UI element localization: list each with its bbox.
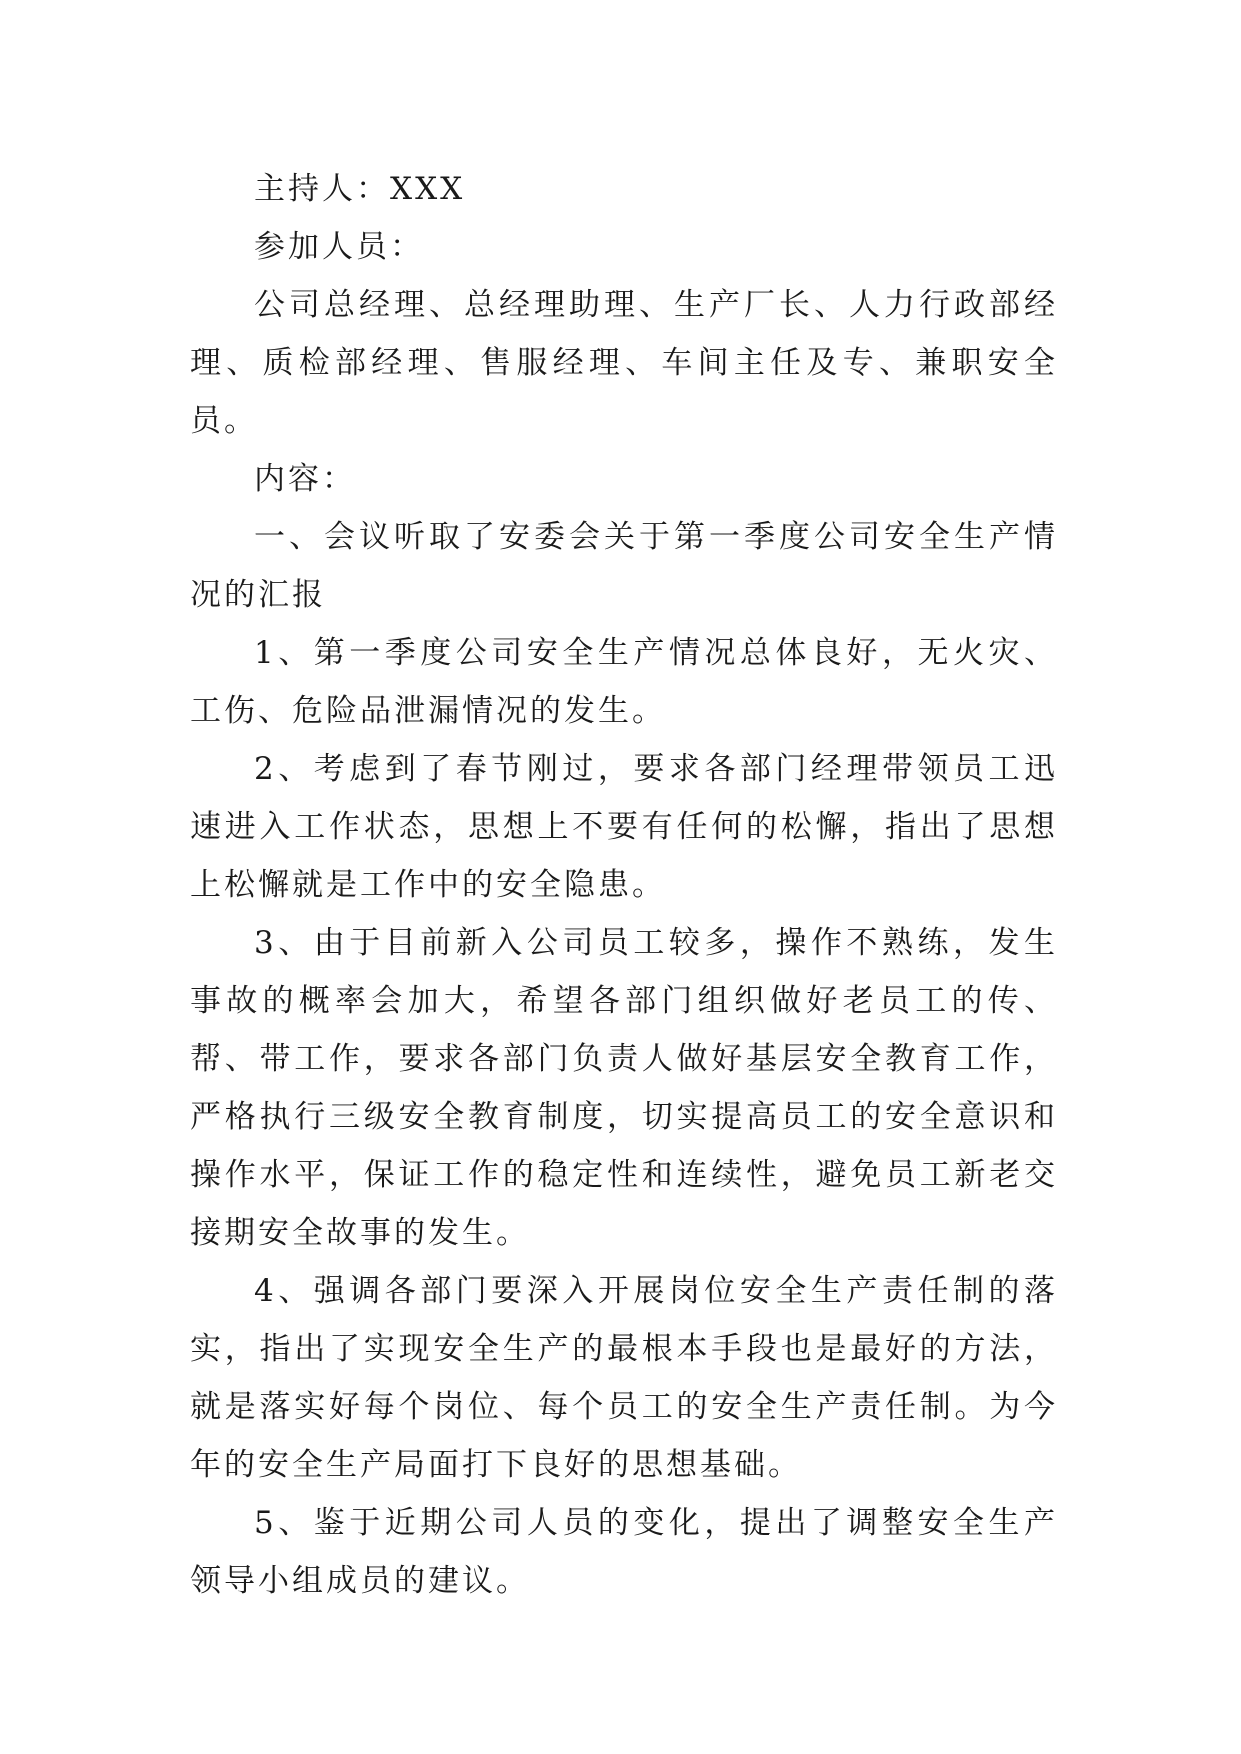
content-label: 内容： <box>254 461 356 497</box>
section-heading: 一、会议听取了安委会关于第一季度公司安全生产情况的汇报 <box>190 519 1058 613</box>
item-paragraph-4: 4、强调各部门要深入开展岗位安全生产责任制的落实，指出了实现安全生产的最根本手段也是最好的方法，就是落实好每个岗位、每个员工的安全生产责任制。为今年的安全生产局面打下良好的思想基础。 <box>190 1273 1058 1483</box>
host-line: 主持人：XXX <box>254 171 466 207</box>
document-page <box>190 160 1058 1610</box>
item-paragraph-5: 5、鉴于近期公司人员的变化，提出了调整安全生产领导小组成员的建议。 <box>190 1505 1058 1599</box>
attendees-label: 参加人员： <box>254 229 424 265</box>
item-paragraph-1: 1、第一季度公司安全生产情况总体良好，无火灾、工伤、危险品泄漏情况的发生。 <box>190 635 1058 729</box>
item-paragraph-2: 2、考虑到了春节刚过，要求各部门经理带领员工迅速进入工作状态，思想上不要有任何的松懈，指出了思想上松懈就是工作中的安全隐患。 <box>190 751 1058 903</box>
attendees-list: 公司总经理、总经理助理、生产厂长、人力行政部经理、质检部经理、售服经理、车间主任及专、兼职安全员。 <box>190 287 1058 439</box>
item-paragraph-3: 3、由于目前新入公司员工较多，操作不熟练，发生事故的概率会加大，希望各部门组织做好老员工的传、帮、带工作，要求各部门负责人做好基层安全教育工作，严格执行三级安全教育制度，切实提高员工的安全意识和操作水平，保证工作的稳定性和连续性，避免员工新老交接期安全故事的发生。 <box>190 925 1058 1251</box>
